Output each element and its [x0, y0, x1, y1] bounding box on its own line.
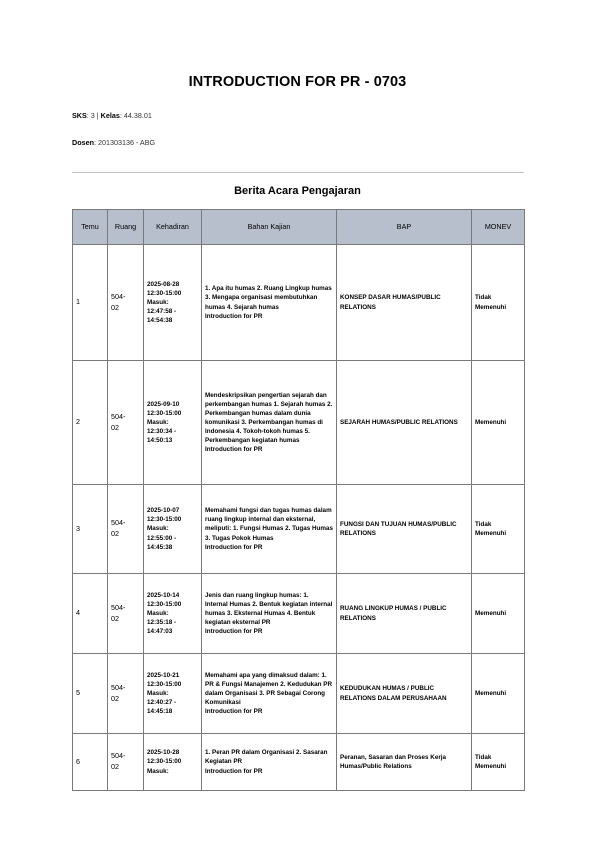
- table-row: [73, 485, 525, 574]
- temu-cell: 2: [73, 361, 108, 485]
- ruang-cell: 504- 02: [108, 485, 144, 574]
- bap-cell: FUNGSI DAN TUJUAN HUMAS/PUBLIC RELATIONS: [337, 485, 472, 574]
- document-title: INTRODUCTION FOR PR - 0703: [188, 74, 407, 90]
- course-meta: [72, 111, 152, 120]
- temu-cell: 3: [73, 485, 108, 574]
- ruang-cell: 504- 02: [108, 361, 144, 485]
- ruang-cell: 504- 02: [108, 574, 144, 654]
- bahan-kajian-cell: 1. Apa itu humas 2. Ruang Lingkup humas 3. Mengapa organisasi membutuhkan humas 4. Sejarah humas Introduction for PR: [202, 245, 337, 361]
- kehadiran-cell: 2025-09-10 12:30-15:00 Masuk: 12:30:34 - 14:50:13: [144, 361, 202, 485]
- ruang-cell: 504- 02: [108, 654, 144, 734]
- column-header-temu: Temu: [73, 210, 108, 245]
- bap-cell: RUANG LINGKUP HUMAS / PUBLIC RELATIONS: [337, 574, 472, 654]
- bap-cell: Peranan, Sasaran dan Proses Kerja Humas/Public Relations: [337, 734, 472, 791]
- table-row: [73, 574, 525, 654]
- sks-label: SKS: [72, 111, 87, 120]
- table-row: [73, 734, 525, 791]
- sks-value: : 3: [86, 111, 95, 120]
- table-row: [73, 245, 525, 361]
- kelas-label: Kelas: [100, 111, 120, 120]
- temu-cell: 1: [73, 245, 108, 361]
- teaching-record-table: [72, 209, 525, 791]
- temu-cell: 5: [73, 654, 108, 734]
- kehadiran-cell: 2025-10-28 12:30-15:00 Masuk:: [144, 734, 202, 791]
- column-header-bap: BAP: [337, 210, 472, 245]
- ruang-cell: 504- 02: [108, 245, 144, 361]
- table-row: [73, 654, 525, 734]
- monev-cell: Tidak Memenuhi: [472, 734, 525, 791]
- kehadiran-cell: 2025-10-07 12:30-15:00 Masuk: 12:55:00 - 14:45:38: [144, 485, 202, 574]
- table-header-row: [73, 210, 525, 245]
- monev-cell: Memenuhi: [472, 574, 525, 654]
- temu-cell: 4: [73, 574, 108, 654]
- bahan-kajian-cell: Mendeskripsikan pengertian sejarah dan perkembangan humas 1. Sejarah humas 2. Perkembangan humas dalam dunia komunikasi 3. Perkembangan humas di Indonesia 4. Tokoh-tokoh humas 5. Perkembangan kegiatan humas Introduction for PR: [202, 361, 337, 485]
- column-header-kehadiran: Kehadiran: [144, 210, 202, 245]
- ruang-cell: 504- 02: [108, 734, 144, 791]
- kehadiran-cell: 2025-10-14 12:30-15:00 Masuk: 12:35:18 - 14:47:03: [144, 574, 202, 654]
- column-header-monev: MONEV: [472, 210, 525, 245]
- monev-cell: Memenuhi: [472, 361, 525, 485]
- kehadiran-cell: 2025-10-21 12:30-15:00 Masuk: 12:40:27 - 14:45:18: [144, 654, 202, 734]
- bap-cell: SEJARAH HUMAS/PUBLIC RELATIONS: [337, 361, 472, 485]
- kehadiran-cell: 2025-08-28 12:30-15:00 Masuk: 12:47:58 - 14:54:38: [144, 245, 202, 361]
- bahan-kajian-cell: Memahami apa yang dimaksud dalam: 1. PR & Fungsi Manajemen 2. Kedudukan PR dalam Organisasi 3. PR Sebagai Corong Komunikasi Introduction for PR: [202, 654, 337, 734]
- section-title: Berita Acara Pengajaran: [234, 185, 361, 197]
- monev-cell: Memenuhi: [472, 654, 525, 734]
- table-row: [73, 361, 525, 485]
- temu-cell: 6: [73, 734, 108, 791]
- bahan-kajian-cell: Jenis dan ruang lingkup humas: 1. Internal Humas 2. Bentuk kegiatan internal humas 3. Eksternal Humas 4. Bentuk kegiatan eksternal PR Introduction for PR: [202, 574, 337, 654]
- bap-cell: KONSEP DASAR HUMAS/PUBLIC RELATIONS: [337, 245, 472, 361]
- meta-separator: |: [94, 111, 101, 120]
- bahan-kajian-cell: Memahami fungsi dan tugas humas dalam ruang lingkup internal dan eksternal, meliputi: 1. Fungsi Humas 2. Tugas Humas 3. Tugas Pokok Humas Introduction for PR: [202, 485, 337, 574]
- bap-cell: KEDUDUKAN HUMAS / PUBLIC RELATIONS DALAM PERUSAHAAN: [337, 654, 472, 734]
- dosen-label: Dosen: [72, 138, 94, 147]
- divider: [72, 172, 524, 173]
- column-header-bahan-kajian: Bahan Kajian: [202, 210, 337, 245]
- lecturer-meta: [72, 138, 155, 147]
- bahan-kajian-cell: 1. Peran PR dalam Organisasi 2. Sasaran Kegiatan PR Introduction for PR: [202, 734, 337, 791]
- dosen-value: : 201303136 - ABG: [93, 138, 156, 147]
- kelas-value: : 44.38.01: [119, 111, 152, 120]
- monev-cell: Tidak Memenuhi: [472, 485, 525, 574]
- monev-cell: Tidak Memenuhi: [472, 245, 525, 361]
- column-header-ruang: Ruang: [108, 210, 144, 245]
